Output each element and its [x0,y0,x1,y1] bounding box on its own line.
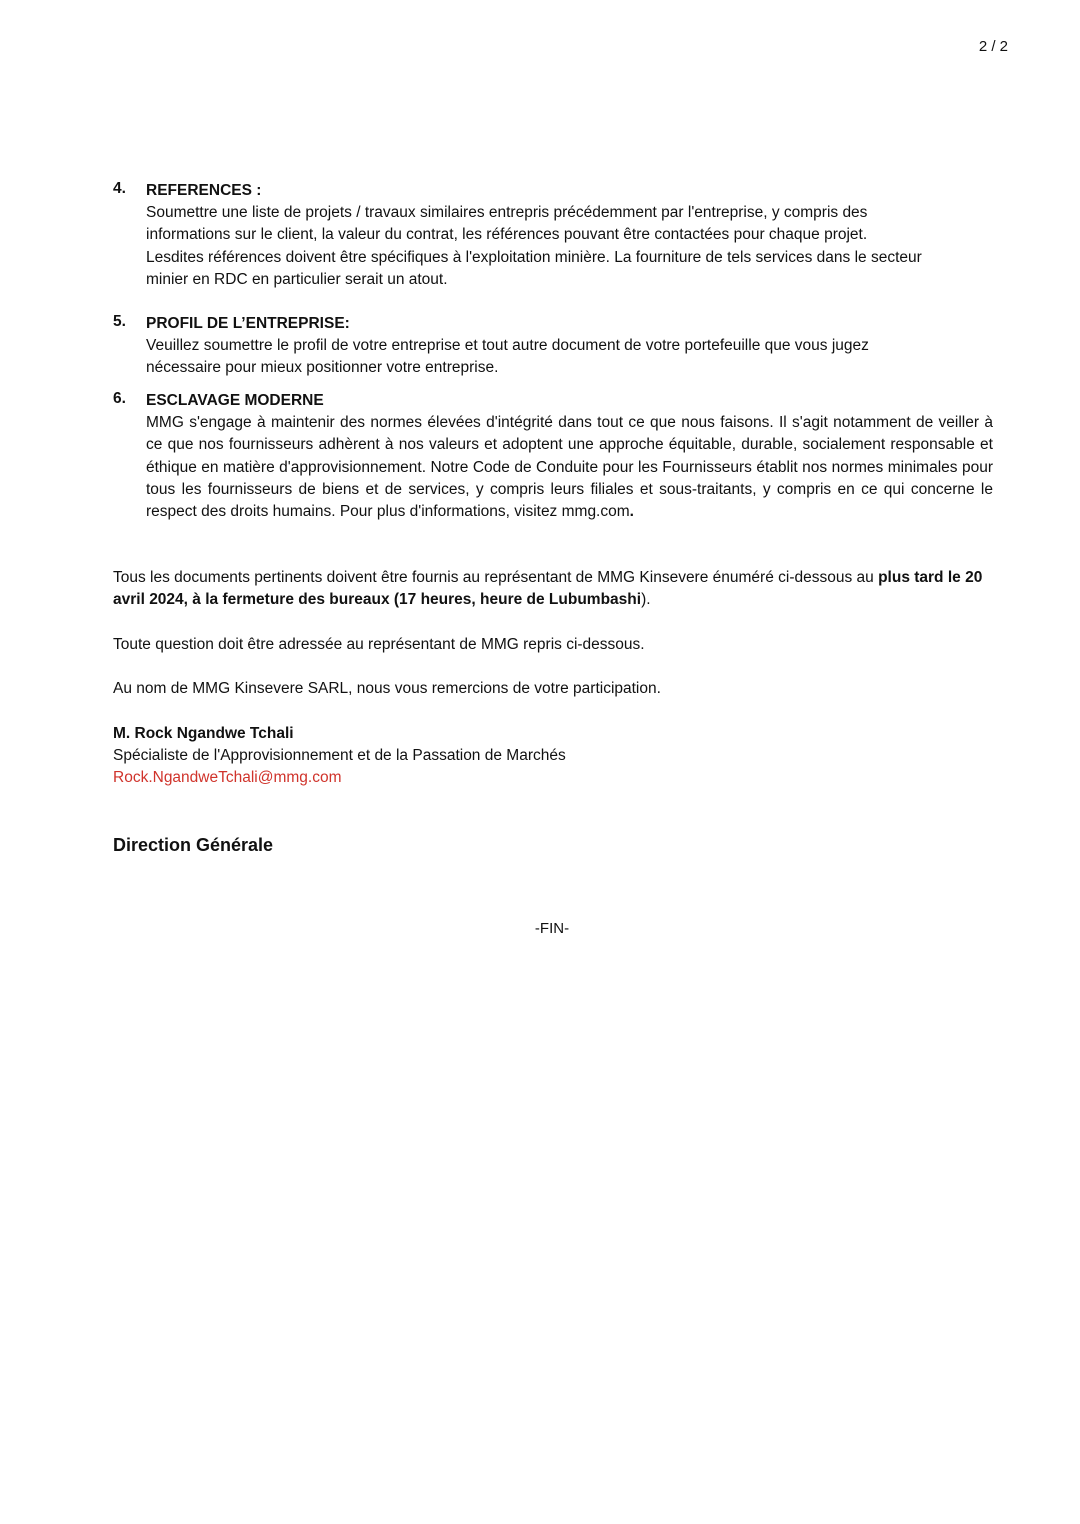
deadline-paragraph [113,567,993,611]
section-text: MMG s'engage à maintenir des normes élevées d'intégrité dans tout ce que nous faisons. Il s'agit notamment de veiller à ce que nos fournisseurs adhèrent à nos valeurs et adoptent une approche équitable, durable, socialement responsable et éthique en matière d'approvisionnement. Notre Code de Conduite pour les Fournisseurs établit nos normes minimales pour tous les fournisseurs de biens et de services, y compris leurs filiales et sous-traitants, y compris en ce qui concerne le respect des droits humains. Pour plus d'informations, visitez mmg.com [146,414,993,521]
text-line: Soumettre une liste de projets / travaux similaires entrepris précédemment par l'entreprise, y compris des [146,204,868,221]
deadline-date: plus tard le 20 avril 2024, à la fermeture des bureaux (17 heures, heure de Lubumbashi [113,569,983,608]
text-line: informations sur le client, la valeur du contrat, les références pouvant être contactées pour chaque projet. [146,226,868,244]
section-company-profile [113,313,993,380]
section-number: 4. [113,180,126,197]
deadline-suffix: ). [641,591,651,608]
signatory-block [113,723,993,789]
signatory-name: M. Rock Ngandwe Tchali [113,725,294,742]
section-heading: PROFIL DE L’ENTREPRISE: [146,315,350,332]
section-number: 6. [113,390,126,407]
thanks-paragraph: Au nom de MMG Kinsevere SARL, nous vous remercions de votre participation. [113,680,661,697]
signatory-title: Spécialiste de l'Approvisionnement et de la Passation de Marchés [113,747,566,764]
section-body [146,335,993,380]
end-mark: . [629,503,634,521]
end-marker: -FIN- [534,920,570,937]
section-number: 5. [113,313,126,330]
text-line: minier en RDC en particulier serait un atout. [146,270,448,288]
page-number: 2 / 2 [978,38,1008,55]
direction-title: Direction Générale [113,835,274,855]
text-line: Veuillez soumettre le profil de votre entreprise et tout autre document de votre portefeuille que vous jugez [146,337,869,354]
section-references [113,180,993,291]
section-heading: REFERENCES : [146,182,262,199]
deadline-prefix: Tous les documents pertinents doivent être fournis au représentant de MMG Kinsevere énuméré ci-dessous au [113,569,879,586]
section-heading: ESCLAVAGE MODERNE [146,392,324,409]
text-line: Lesdites références doivent être spécifiques à l'exploitation minière. La fourniture de tels services dans le secteur [146,248,922,266]
section-body [146,412,993,523]
questions-paragraph: Toute question doit être adressée au représentant de MMG repris ci-dessous. [113,636,645,653]
section-modern-slavery [113,390,993,523]
text-line: nécessaire pour mieux positionner votre entreprise. [146,359,499,377]
signatory-email[interactable]: Rock.NgandweTchali@mmg.com [113,769,342,786]
section-body [146,202,993,291]
